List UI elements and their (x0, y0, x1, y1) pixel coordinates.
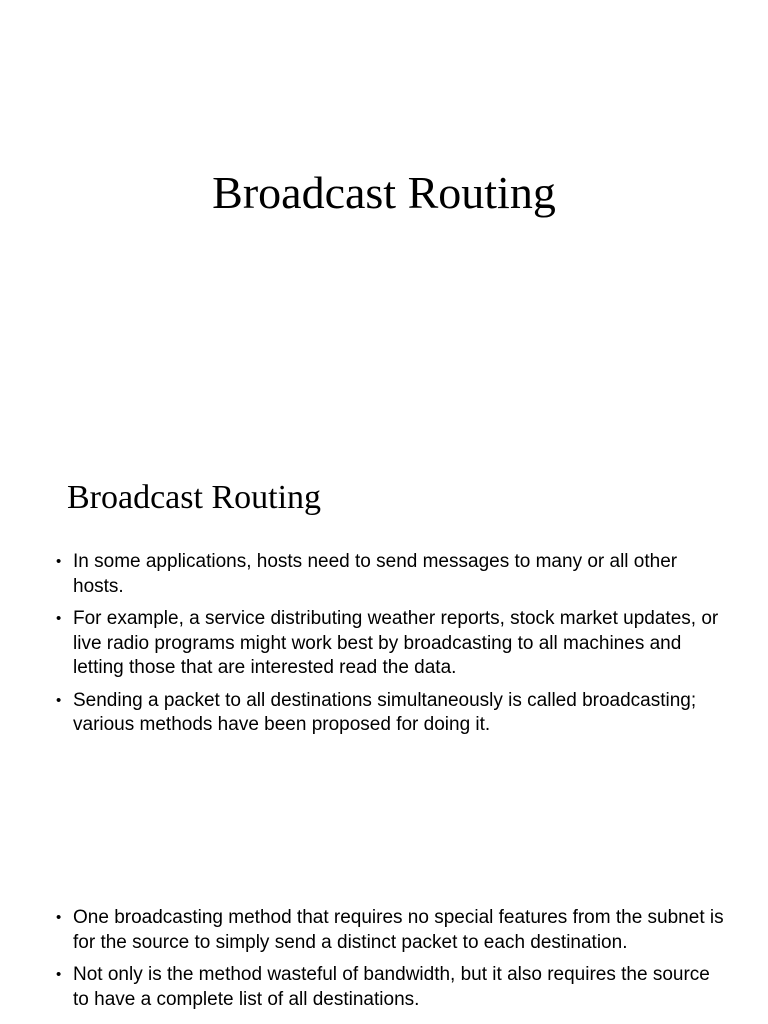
slide-1-title: Broadcast Routing (212, 167, 556, 218)
bullet-icon: • (56, 610, 62, 627)
bullet-text: In some applications, hosts need to send messages to many or all other hosts. (73, 551, 678, 597)
slide-3-bullet-list (56, 906, 724, 1020)
bullet-item (56, 963, 724, 1012)
bullet-icon: • (56, 553, 62, 570)
bullet-item (56, 906, 724, 955)
slide-2-bullet-list (56, 550, 724, 746)
bullet-icon: • (56, 909, 62, 926)
bullet-icon: • (56, 691, 62, 709)
bullet-item (56, 689, 724, 738)
bullet-item (56, 607, 724, 681)
slide-2-title: Broadcast Routing (67, 479, 322, 516)
bullet-icon: • (56, 966, 62, 983)
bullet-text: For example, a service distributing weather reports, stock market updates, or live radio programs might work best by broadcasting to all machines and letting those that are interested read the data. (73, 608, 719, 678)
bullet-text: One broadcasting method that requires no special features from the subnet is for the source to simply send a distinct packet to each destination. (73, 907, 724, 953)
bullet-text: Sending a packet to all destinations simultaneously is called broadcasting; various methods have been proposed for doing it. (73, 689, 697, 735)
bullet-text: Not only is the method wasteful of bandwidth, but it also requires the source to have a complete list of all destinations. (73, 964, 710, 1010)
bullet-item (56, 550, 724, 599)
